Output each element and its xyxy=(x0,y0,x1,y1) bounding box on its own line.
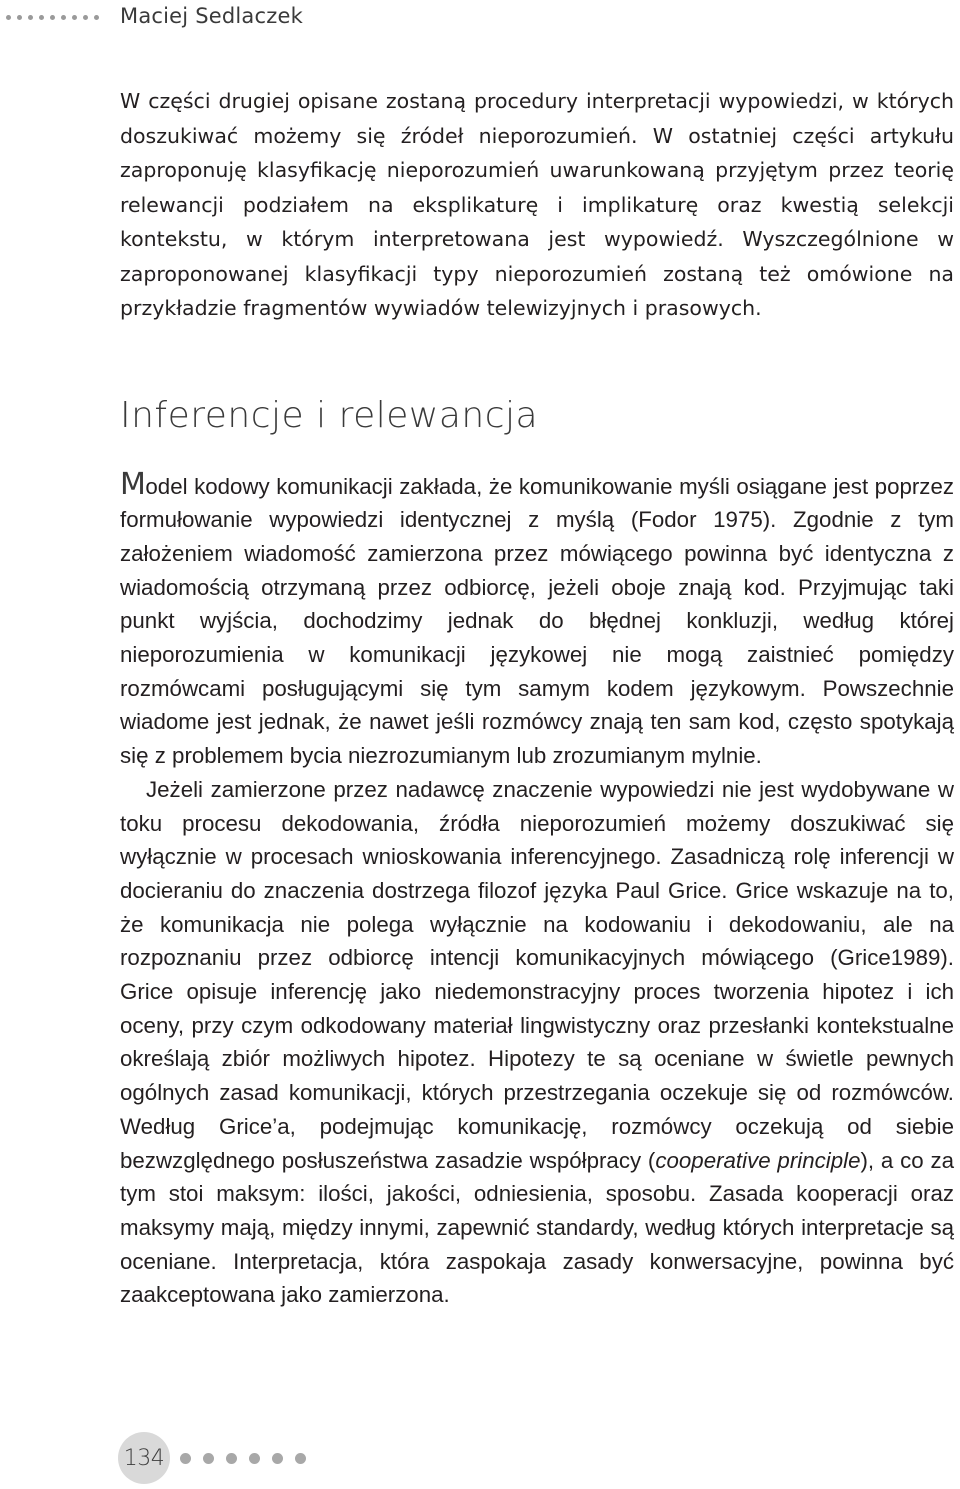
section-title: Inferencje i relewancja xyxy=(120,394,539,436)
author-name: Maciej Sedlaczek xyxy=(120,4,303,28)
dot-icon xyxy=(61,15,66,20)
dot-icon xyxy=(72,15,77,20)
page-content xyxy=(120,84,954,1312)
page-number: 134 xyxy=(123,1445,165,1471)
dot-icon xyxy=(272,1453,283,1464)
dot-icon xyxy=(226,1453,237,1464)
dot-icon xyxy=(28,15,33,20)
intro-paragraph: W części drugiej opisane zostaną procedury interpretacji wypowiedzi, w których doszukiwać możemy się źródeł nieporozumień. W ostatniej części artykułu zaproponuję klasyfikację nieporozumień uwarunkowaną przyjętym przez teorię relewancji podziałem na eksplikaturę i implikaturę oraz kwestią selekcji kontekstu, w którym interpretowana jest wypowiedź. Wyszczególnione w zaproponowanej klasyfikacji typy nieporozumień zostaną też omówione na przykładzie fragmentów wywiadów telewizyjnych i prasowych. xyxy=(120,89,954,320)
dot-icon xyxy=(6,15,11,20)
running-header xyxy=(0,0,960,40)
paragraph-2-text-b: ), a co za tym stoi maksym: ilości, jakości, odniesienia, sposobu. Zasada kooperacji oraz maksymy mają, między innymi, zapewnić standardy, według których interpretacje są oceniane. Interpretacja, która zaspokaja zasady konwersacyjne, powinna być zaakceptowana jako zamierzona. xyxy=(120,1147,955,1308)
footer-dots-decoration xyxy=(180,1453,306,1464)
dot-icon xyxy=(83,15,88,20)
body-paragraph-1 xyxy=(120,468,954,773)
paragraph-1-text: odel kodowy komunikacji zakłada, że komunikowanie myśli osiągane jest poprzez formułowanie wypowiedzi identycznej z myślą (Fodor 1975). Zgodnie z tym założeniem wiadomość zamierzona przez mówiącego powinna być identyczna z wiadomością otrzymaną przez odbiorcę, jeżeli oboje znają kod. Przyjmując taki punkt wyjścia, dochodzimy jednak do błędnej konkluzji, według której nieporozumienia w komunikacji językowej nie mogą zaistnieć pomiędzy rozmówcami posługującymi się tym samym kodem językowym. Powszechnie wiadome jest jednak, że nawet jeśli rozmówcy znają ten sam kod, często spotykają się z problemem bycia niezrozumianym lub zrozumianym mylnie. xyxy=(120,473,954,769)
body-paragraph-2 xyxy=(120,773,954,1312)
dot-icon xyxy=(50,15,55,20)
dot-icon xyxy=(295,1453,306,1464)
dot-icon xyxy=(249,1453,260,1464)
paragraph-2-text-a: Jeżeli zamierzone przez nadawcę znaczenie wypowiedzi nie jest wydobywane w toku procesu dekodowania, źródła nieporozumień możemy doszukiwać się wyłącznie w procesach wnioskowania inferencyjnego. Zasadniczą rolę inferencji w docieraniu do znaczenia dostrzega filozof języka Paul Grice. Grice wskazuje na to, że komunikacja nie polega wyłącznie na kodowaniu i dekodowaniu, ale na rozpoznaniu przez odbiorcę intencji komunikacyjnych mówiącego (Grice1989). Grice opisuje inferencję jako niedemonstracyjny proces tworzenia hipotez i ich oceny, przy czym odkodowany materiał lingwistyczny oraz przesłanki kontekstualne określają zbiór możliwych hipotez. Hipotezy te są oceniane w świetle pewnych ogólnych zasad komunikacji, których przestrzegania oczekuje się od rozmówców. Według Grice’a, podejmując komunikację, rozmówcy oczekują od siebie bezwzględnego posłuszeństwa zasadzie współpracy ( xyxy=(120,776,954,1173)
dot-icon xyxy=(94,15,99,20)
drop-cap: M xyxy=(120,466,146,502)
page-number-badge xyxy=(118,1432,170,1484)
dot-icon xyxy=(203,1453,214,1464)
dot-icon xyxy=(17,15,22,20)
paragraph-2-italic-term: cooperative principle xyxy=(655,1147,861,1173)
header-dots-decoration xyxy=(6,15,99,20)
dot-icon xyxy=(39,15,44,20)
dot-icon xyxy=(180,1453,191,1464)
